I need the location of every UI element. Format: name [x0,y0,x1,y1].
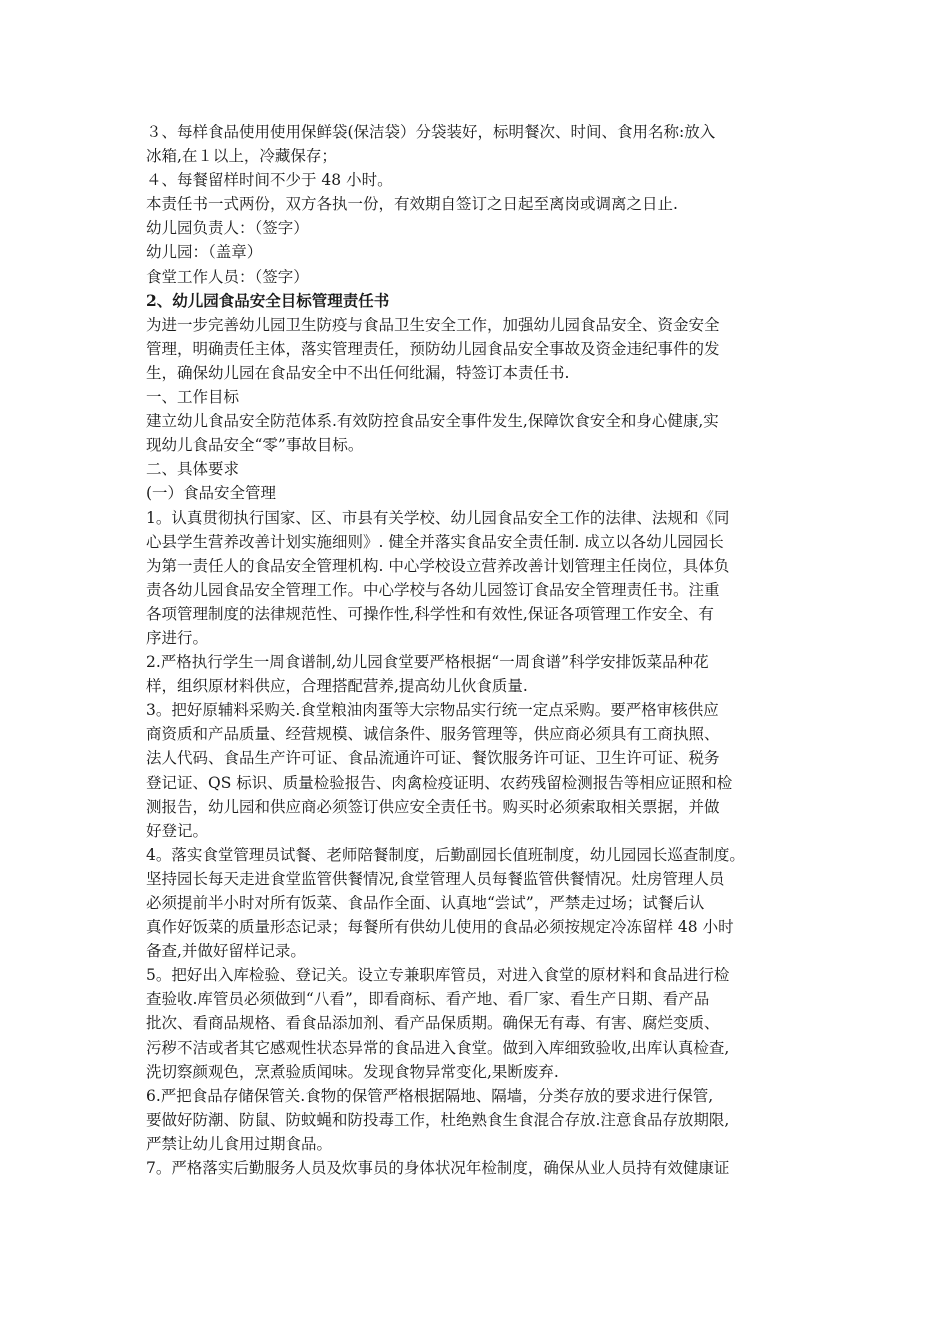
text-line: 生，确保幼儿园在食品安全中不出任何纰漏，特签订本责任书. [146,363,570,382]
text-line: 要做好防潮、防鼠、防蚊蝇和防投毒工作，杜绝熟食生食混合存放.注意食品存放期限, [146,1110,730,1129]
text-line: 3。把好原辅料采购关.食堂粮油肉蛋等大宗物品实行统一定点采购。要严格审核供应 [146,701,719,720]
text-line: 污秽不洁或者其它感观性状态异常的食品进入食堂。做到入库细致验收,出库认真检查, [146,1038,730,1057]
text-line: 7。严格落实后勤服务人员及炊事员的身体状况年检制度，确保从业人员持有效健康证 [146,1159,730,1178]
text-line: 本责任书一式两份，双方各执一份，有效期自签订之日起至离岗或调离之日止. [146,195,678,214]
text-line: 真作好饭菜的质量形态记录；每餐所有供幼儿使用的食品必须按规定冷冻留样 48 小时 [146,918,734,937]
text-line: ４、每餐留样时间不少于 48 小时。 [146,171,393,190]
text-line: 管理，明确责任主体，落实管理责任，预防幼儿园食品安全事故及资金违纪事件的发 [146,339,720,358]
heading-work-goal: 一、工作目标 [146,388,240,407]
text-line: 洗切察颜观色，烹煮验质闻味。发现食物异常变化,果断废弃. [146,1062,559,1081]
text-line: 责各幼儿园食品安全管理工作。中心学校与各幼儿园签订食品安全管理责任书。注重 [146,580,720,599]
document-body [146,120,816,1180]
text-line: 为第一责任人的食品安全管理机构. 中心学校设立营养改善计划管理主任岗位，具体负 [146,556,730,575]
text-line: 1。认真贯彻执行国家、区、市县有关学校、幼儿园食品安全工作的法律、法规和《同 [146,508,730,527]
text-line: 为进一步完善幼儿园卫生防疫与食品卫生安全工作，加强幼儿园食品安全、资金安全 [146,315,720,334]
text-line: 查验收.库管员必须做到“八看”，即看商标、看产地、看厂家、看生产日期、看产品 [146,990,710,1009]
text-line: 4。落实食堂管理员试餐、老师陪餐制度，后勤副园长值班制度，幼儿园园长巡查制度。 [146,845,745,864]
text-line: 批次、看商品规格、看食品添加剂、看产品保质期。确保无有毒、有害、腐烂变质、 [146,1014,720,1033]
text-line: 序进行。 [146,628,209,647]
text-line: 心县学生营养改善计划实施细则》. 健全并落实食品安全责任制. 成立以各幼儿园园长 [146,532,724,551]
text-line: 现幼儿食品安全“零”事故目标。 [146,436,364,455]
text-line: 必须提前半小时对所有饭菜、食品作全面、认真地“尝试”，严禁走过场；试餐后认 [146,894,705,912]
text-line: 商资质和产品质量、经营规模、诚信条件、服务管理等，供应商必须具有工商执照、 [146,725,720,744]
subheading-food-safety: (一）食品安全管理 [146,484,277,503]
text-line: 2.严格执行学生一周食谱制,幼儿园食堂要严格根据“一周食谱”科学安排饭菜品种花 [146,653,709,672]
text-line: 坚持园长每天走进食堂监管供餐情况,食堂管理人员每餐监管供餐情况。灶房管理人员 [146,869,725,888]
text-line: 各项管理制度的法律规范性、可操作性,科学性和有效性,保证各项管理工作安全、有 [146,604,714,623]
text-line: 备查,并做好留样记录。 [146,942,306,961]
text-line: 冰箱,在１以上，冷藏保存； [146,147,337,166]
text-line: 5。把好出入库检验、登记关。设立专兼职库管员，对进入食堂的原材料和食品进行检 [146,966,730,985]
text-line: 测报告，幼儿园和供应商必须签订供应安全责任书。购买时必须索取相关票据，并做 [146,797,720,816]
text-line: 样，组织原材料供应，合理搭配营养,提高幼儿伙食质量. [146,677,528,696]
text-line: 严禁让幼儿食用过期食品。 [146,1134,333,1153]
text-line: 法人代码、食品生产许可证、食品流通许可证、餐饮服务许可证、卫生许可证、税务 [146,749,720,768]
text-line: ３、每样食品使用使用保鲜袋(保洁袋）分袋装好，标明餐次、时间、食用名称:放入 [146,123,716,141]
text-line: 好登记。 [146,821,209,840]
section-title: 2、幼儿园食品安全目标管理责任书 [146,290,390,310]
heading-requirements: 二、具体要求 [146,460,240,479]
signature-line-principal: 幼儿园负责人：（签字） [146,219,309,238]
text-line: 建立幼儿食品安全防范体系.有效防控食品安全事件发生,保障饮食安全和身心健康,实 [146,412,719,431]
text-line: 6.严把食品存储保管关.食物的保管严格根据隔地、隔墙，分类存放的要求进行保管, [146,1086,714,1105]
text-line: 登记证、QS 标识、质量检验报告、肉禽检疫证明、农药残留检测报告等相应证照和检 [146,773,733,792]
signature-line-canteen-staff: 食堂工作人员：（签字） [146,267,309,286]
seal-line-kindergarten: 幼儿园：（盖章） [146,243,263,262]
